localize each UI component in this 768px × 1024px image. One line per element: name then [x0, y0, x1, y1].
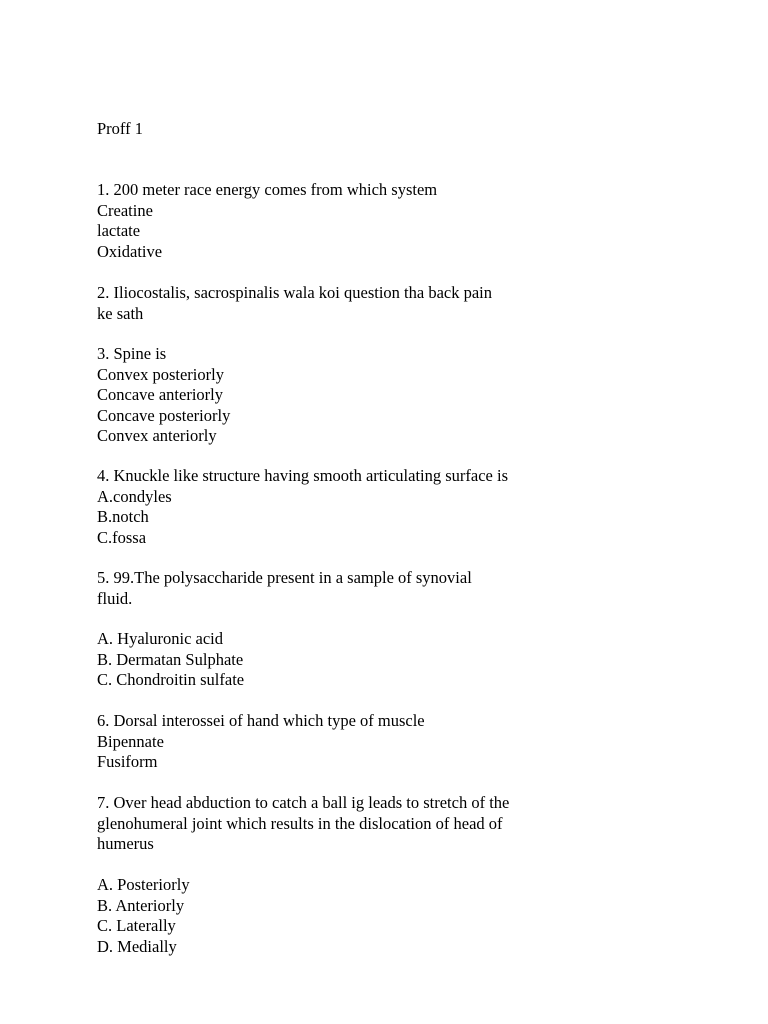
- answer-option: B. Anteriorly: [97, 895, 185, 915]
- answer-option: Bipennate: [97, 731, 164, 751]
- answer-option: lactate: [97, 221, 141, 240]
- question-text: 4. Knuckle like structure having smooth articulating surface is: [97, 466, 509, 485]
- answer-option: C. Laterally: [97, 916, 176, 935]
- question-1: [97, 180, 567, 262]
- question-3: [97, 344, 567, 447]
- question-6: [97, 711, 567, 773]
- answer-option: B. Dermatan Sulphate: [97, 649, 244, 669]
- question-text: glenohumeral joint which results in the dislocation of head of: [97, 813, 503, 833]
- question-text: 5. 99.The polysaccharide present in a sample of synovial: [97, 568, 472, 587]
- question-text: fluid.: [97, 588, 133, 608]
- question-text: 3. Spine is: [97, 344, 167, 363]
- question-2: [97, 283, 567, 324]
- question-text: ke sath: [97, 303, 144, 323]
- answer-option: Convex anteriorly: [97, 426, 217, 445]
- answer-option: Oxidative: [97, 241, 163, 261]
- answer-option: A. Hyaluronic acid: [97, 629, 223, 648]
- answer-option: Convex posteriorly: [97, 364, 224, 384]
- answer-option: Creatine: [97, 200, 153, 220]
- question-text: 2. Iliocostalis, sacrospinalis wala koi question tha back pain: [97, 283, 492, 302]
- answer-option: B.notch: [97, 507, 149, 526]
- question-5-options: [97, 629, 567, 691]
- answer-option: Concave anteriorly: [97, 385, 223, 404]
- answer-option: C.fossa: [97, 527, 147, 547]
- answer-option: C. Chondroitin sulfate: [97, 670, 245, 689]
- document-title: Proff 1: [97, 119, 143, 138]
- answer-option: D. Medially: [97, 936, 177, 956]
- question-text: 7. Over head abduction to catch a ball ig leads to stretch of the: [97, 793, 510, 812]
- question-text: 6. Dorsal interossei of hand which type of muscle: [97, 711, 425, 730]
- answer-option: Fusiform: [97, 752, 158, 771]
- question-text: 1. 200 meter race energy comes from which system: [97, 180, 438, 199]
- question-7: [97, 793, 567, 855]
- question-7-options: [97, 875, 567, 957]
- answer-option: A.condyles: [97, 486, 172, 506]
- answer-option: A. Posteriorly: [97, 875, 190, 894]
- question-4: [97, 466, 567, 548]
- question-5: [97, 568, 567, 609]
- answer-option: Concave posteriorly: [97, 405, 231, 425]
- question-text: humerus: [97, 834, 154, 853]
